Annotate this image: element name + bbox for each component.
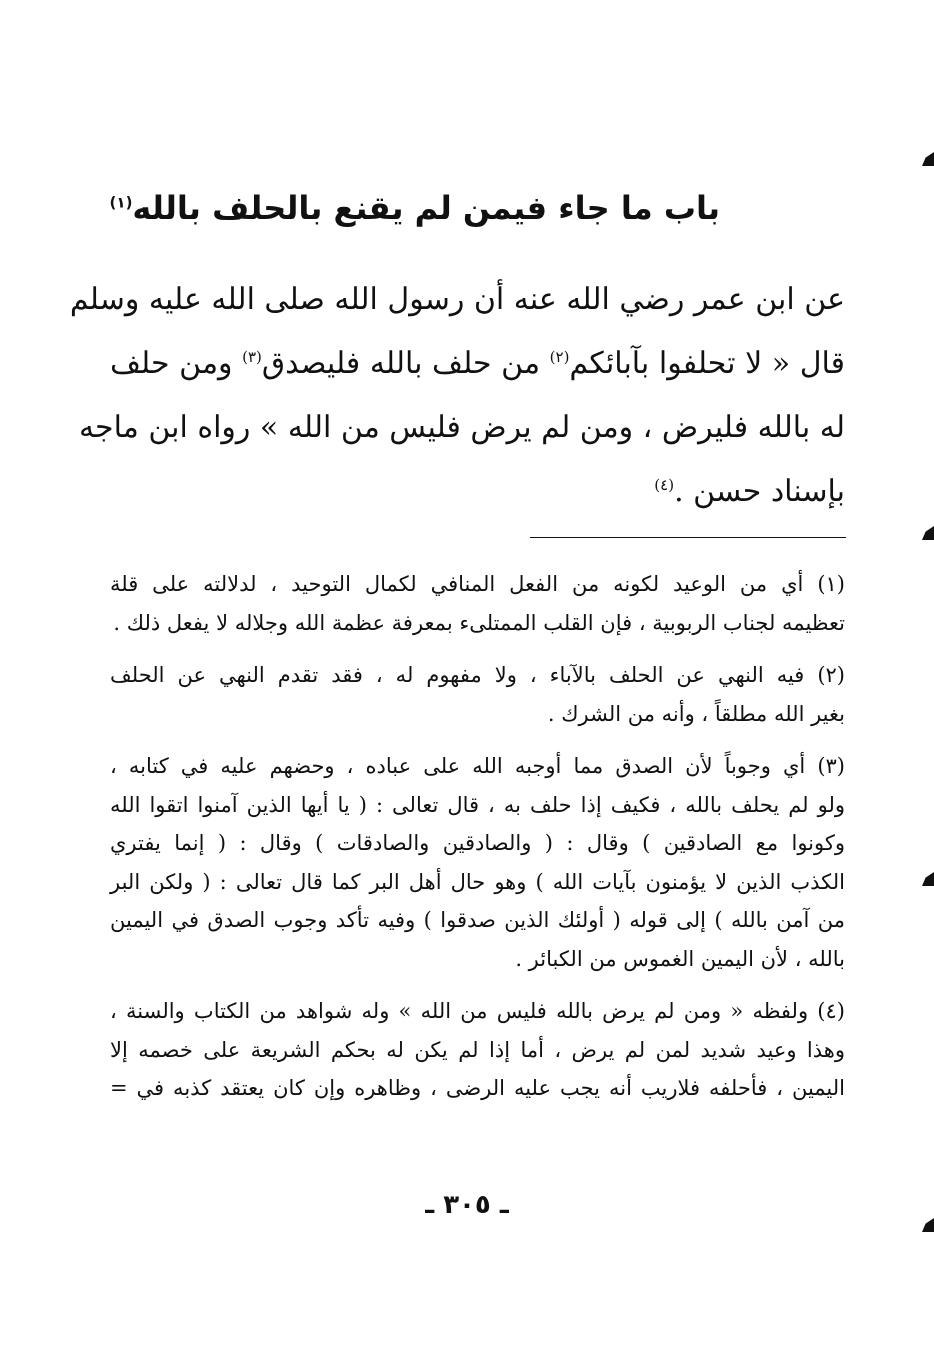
footnote-divider	[530, 537, 846, 538]
chapter-heading	[109, 178, 720, 238]
footnote-line: من آمن بالله ) إلى قوله ( أولئك الذين صدقوا ) وفيه تأكد وجوب الصدق في اليمين	[110, 908, 845, 932]
body-segment: قال « لا تحلفوا بآبائكم	[569, 346, 845, 381]
footnote-line: بالله ، لأن اليمين الغموس من الكبائر .	[515, 946, 845, 971]
footnote-line: الكذب الذين لا يؤمنون بآيات الله ) وهو حال أهل البر كما قال تعالى : ( ولكن البر	[110, 869, 845, 894]
footnote-2	[110, 656, 845, 733]
body-line: له بالله فليرض ، ومن لم يرض فليس من الله » رواه ابن ماجه	[78, 410, 845, 445]
footnote-line: (٣) أي وجوباً لأن الصدق مما أوجبه الله على عباده ، وحضهم عليه في كتابه ،	[110, 754, 845, 778]
body-line	[110, 332, 845, 396]
scan-edge-mark	[922, 1218, 934, 1232]
body-line	[110, 460, 845, 524]
footnote-line: (١) أي من الوعيد لكونه من الفعل المنافي لكمال التوحيد ، لدلالته على قلة	[110, 572, 845, 596]
scan-edge-mark	[922, 872, 934, 886]
footnote-line: (٢) فيه النهي عن الحلف بالآباء ، ولا مفهوم له ، فقد تقدم النهي عن الحلف	[110, 663, 845, 687]
footnote-line: وكونوا مع الصادقين ) وقال : ( والصادقين والصادقات ) وقال : ( إنما يفتري	[110, 831, 845, 855]
scan-edge-mark	[922, 526, 934, 540]
scan-edge-mark	[922, 152, 934, 166]
body-segment: بإسناد حسن .	[674, 474, 845, 509]
body-line: عن ابن عمر رضي الله عنه أن رسول الله صلى الله عليه وسلم	[69, 282, 845, 317]
footnote-line: ولو لم يحلف بالله ، فكيف إذا حلف به ، قال تعالى : ( يا أيها الذين آمنوا اتقوا الله	[110, 792, 845, 817]
heading-footnote-ref: (١)	[109, 193, 133, 212]
chapter-title: باب ما جاء فيمن لم يقنع بالحلف بالله	[132, 189, 720, 227]
footnote-ref-2: (٢)	[549, 348, 570, 366]
body-segment: من حلف بالله فليصدق	[261, 346, 541, 381]
footnote-line: وهذا وعيد شديد لمن لم يرض ، أما إذا لم يكن له بحكم الشريعة على خصمه إلا	[110, 1037, 845, 1062]
footnote-line: بغير الله مطلقاً ، وأنه من الشرك .	[547, 701, 845, 726]
body-segment: ومن حلف	[110, 346, 233, 381]
footnote-ref-4: (٤)	[654, 476, 675, 494]
footnote-line: (٤) ولفظه « ومن لم يرض بالله فليس من الله » وله شواهد من الكتاب والسنة ،	[110, 999, 845, 1023]
hadith-text	[69, 268, 845, 524]
footnotes	[110, 565, 845, 1122]
footnote-ref-3: (٣)	[242, 348, 262, 366]
footnote-4	[110, 992, 845, 1108]
footnote-1	[110, 565, 845, 642]
page-number: ـ ٣٠٥ ـ	[425, 1190, 509, 1220]
footnote-3	[110, 747, 845, 978]
footnote-line: اليمين ، فأحلفه فلاريب أنه يجب عليه الرضى ، وظاهره وإن كان يعتقد كذبه في =	[110, 1076, 845, 1100]
footnote-line: تعظيمه لجناب الربوبية ، فإن القلب الممتلىء بمعرفة عظمة الله وجلاله لا يفعل ذلك .	[113, 610, 845, 635]
